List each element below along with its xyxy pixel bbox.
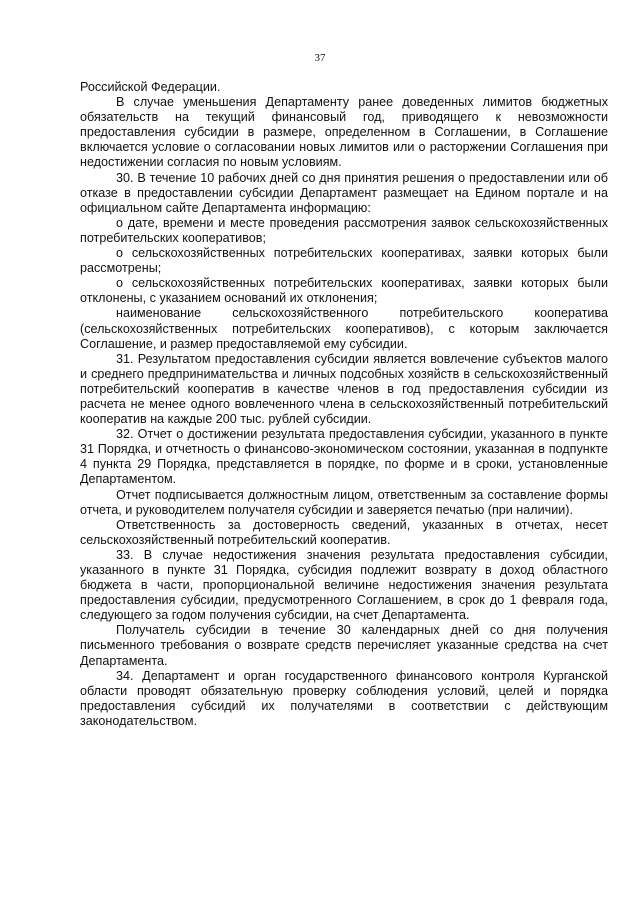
paragraph: наименование сельскохозяйственного потребительского кооператива (сельскохозяйственных потребительских кооперативов), с которым заключается Соглашение, и размер предоставляемой ему субсидии.	[80, 306, 608, 351]
page-number: 37	[314, 52, 326, 64]
document-body	[80, 80, 608, 729]
paragraph: 32. Отчет о достижении результата предоставления субсидии, указанного в пункте 31 Порядка, и отчетность о финансово-экономическом состоянии, указанная в подпункте 4 пункта 29 Порядка, представляется в порядке, по форме и в сроки, установленные Департаментом.	[80, 427, 608, 487]
paragraph: Отчет подписывается должностным лицом, ответственным за составление формы отчета, и руководителем получателя субсидии и заверяется печатью (при наличии).	[80, 487, 608, 517]
paragraph: 34. Департамент и орган государственного финансового контроля Курганской области проводят обязательную проверку соблюдения условий, целей и порядка предоставления субсидий их получателями в соответствии с действующим законодательством.	[80, 668, 608, 728]
paragraph: 33. В случае недостижения значения результата предоставления субсидии, указанного в пункте 31 Порядка, субсидия подлежит возврату в доход областного бюджета в части, пропорциональной величине недостижения значения результата предоставления субсидии, предусмотренного Соглашением, в срок до 1 февраля года, следующего за годом получения субсидии, на счет Департамента.	[80, 547, 608, 623]
paragraph: Получатель субсидии в течение 30 календарных дней со дня получения письменного требования о возврате средств перечисляет указанные средства на счет Департамента.	[80, 623, 608, 668]
paragraph: 30. В течение 10 рабочих дней со дня принятия решения о предоставлении или об отказе в предоставлении субсидии Департамент размещает на Едином портале и на официальном сайте Департамента информацию:	[80, 170, 608, 215]
paragraph: о дате, времени и месте проведения рассмотрения заявок сельскохозяйственных потребительских кооперативов;	[80, 215, 608, 245]
paragraph: о сельскохозяйственных потребительских кооперативах, заявки которых были отклонены, с указанием оснований их отклонения;	[80, 276, 608, 306]
paragraph: Российской Федерации.	[80, 80, 221, 94]
paragraph: 31. Результатом предоставления субсидии является вовлечение субъектов малого и среднего предпринимательства и личных подсобных хозяйств в сельскохозяйственный потребительский кооператив в качестве членов в год предоставления субсидии из расчета не менее одного вовлеченного члена в сельскохозяйственный потребительский кооператив на каждые 200 тыс. рублей субсидии.	[80, 351, 608, 427]
paragraph: о сельскохозяйственных потребительских кооперативах, заявки которых были рассмотрены;	[80, 246, 608, 276]
paragraph: Ответственность за достоверность сведений, указанных в отчетах, несет сельскохозяйственный потребительский кооператив.	[80, 517, 608, 547]
paragraph: В случае уменьшения Департаменту ранее доведенных лимитов бюджетных обязательств на текущий финансовый год, приводящего к невозможности предоставления субсидии в размере, определенном в Соглашении, в Соглашение включается условие о согласовании новых лимитов или о расторжении Соглашения при недостижении согласия по новым условиям.	[80, 95, 608, 170]
